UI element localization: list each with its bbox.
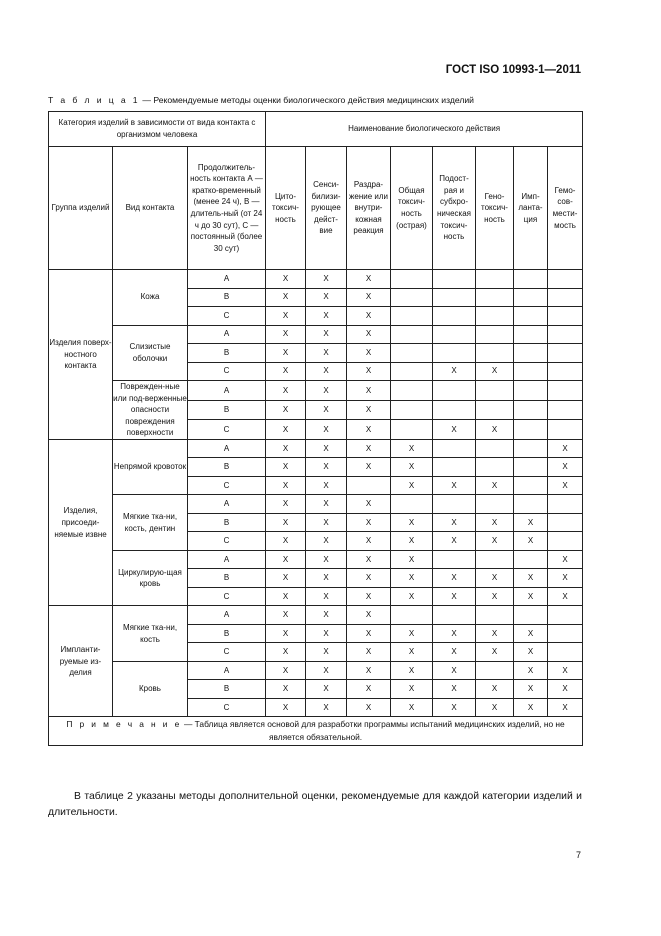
- mark-cell: X: [266, 270, 306, 289]
- mark-cell: X: [306, 288, 347, 307]
- mark-cell: X: [391, 587, 433, 606]
- col-header-contact: Вид контакта: [113, 147, 188, 270]
- mark-cell: [391, 270, 433, 289]
- mark-cell: X: [266, 606, 306, 625]
- col-header-subchronic-toxicity: Подост-рая и субхро-ническая токсич-ность: [433, 147, 476, 270]
- mark-cell: X: [347, 550, 391, 569]
- mark-cell: X: [266, 344, 306, 363]
- mark-cell: X: [266, 400, 306, 420]
- mark-cell: X: [306, 400, 347, 420]
- mark-cell: X: [391, 698, 433, 717]
- duration-cell: B: [188, 513, 266, 532]
- mark-cell: X: [476, 587, 514, 606]
- mark-cell: X: [347, 288, 391, 307]
- mark-cell: [514, 550, 548, 569]
- mark-cell: [514, 476, 548, 495]
- mark-cell: X: [548, 698, 583, 717]
- duration-cell: B: [188, 624, 266, 643]
- mark-cell: X: [266, 550, 306, 569]
- mark-cell: [514, 420, 548, 440]
- mark-cell: X: [306, 680, 347, 699]
- table-row: [49, 439, 583, 458]
- mark-cell: [433, 381, 476, 401]
- mark-cell: X: [476, 624, 514, 643]
- duration-cell: A: [188, 270, 266, 289]
- mark-cell: [433, 307, 476, 326]
- mark-cell: [548, 344, 583, 363]
- mark-cell: X: [514, 698, 548, 717]
- mark-cell: X: [514, 643, 548, 662]
- mark-cell: X: [306, 458, 347, 477]
- mark-cell: X: [514, 680, 548, 699]
- mark-cell: X: [347, 698, 391, 717]
- note-text: — Таблица является основой для разработки программы испытаний медицинских изделий, но не является обязательной.: [181, 719, 565, 743]
- mark-cell: X: [433, 624, 476, 643]
- mark-cell: [548, 513, 583, 532]
- mark-cell: [514, 344, 548, 363]
- mark-cell: [514, 495, 548, 514]
- duration-cell: A: [188, 439, 266, 458]
- mark-cell: [391, 362, 433, 381]
- mark-cell: X: [347, 643, 391, 662]
- mark-cell: X: [266, 698, 306, 717]
- mark-cell: X: [347, 400, 391, 420]
- mark-cell: [433, 606, 476, 625]
- mark-cell: [433, 344, 476, 363]
- mark-cell: X: [266, 569, 306, 588]
- mark-cell: [514, 288, 548, 307]
- table-body: [49, 270, 583, 717]
- duration-cell: C: [188, 420, 266, 440]
- mark-cell: X: [548, 439, 583, 458]
- mark-cell: X: [476, 362, 514, 381]
- mark-cell: [548, 400, 583, 420]
- note-label: П р и м е ч а н и е: [66, 719, 182, 730]
- duration-cell: C: [188, 698, 266, 717]
- mark-cell: X: [514, 569, 548, 588]
- mark-cell: X: [347, 606, 391, 625]
- table-caption: [48, 95, 474, 105]
- mark-cell: [347, 476, 391, 495]
- duration-cell: C: [188, 307, 266, 326]
- duration-cell: A: [188, 661, 266, 680]
- mark-cell: X: [514, 587, 548, 606]
- mark-cell: X: [476, 569, 514, 588]
- mark-cell: X: [433, 420, 476, 440]
- mark-cell: X: [347, 325, 391, 344]
- mark-cell: [476, 344, 514, 363]
- mark-cell: [548, 420, 583, 440]
- mark-cell: X: [347, 661, 391, 680]
- table-row: [49, 325, 583, 344]
- mark-cell: X: [347, 270, 391, 289]
- mark-cell: X: [347, 532, 391, 551]
- mark-cell: X: [306, 270, 347, 289]
- mark-cell: X: [306, 606, 347, 625]
- mark-cell: X: [266, 420, 306, 440]
- mark-cell: [476, 550, 514, 569]
- mark-cell: X: [433, 362, 476, 381]
- mark-cell: X: [433, 532, 476, 551]
- mark-cell: X: [306, 513, 347, 532]
- mark-cell: X: [433, 698, 476, 717]
- mark-cell: X: [391, 458, 433, 477]
- mark-cell: [514, 439, 548, 458]
- mark-cell: X: [306, 587, 347, 606]
- mark-cell: X: [391, 532, 433, 551]
- mark-cell: X: [548, 476, 583, 495]
- duration-cell: C: [188, 476, 266, 495]
- contact-cell: Мягкие тка-ни, кость: [113, 606, 188, 662]
- col-header-duration: Продолжитель-ность контакта А — кратко-временный (менее 24 ч), В — длитель-ный (от 24 ч до 30 сут), С — постоянный (более 30 сут): [188, 147, 266, 270]
- group-cell: Изделия, присоеди-няемые извне: [49, 439, 113, 606]
- mark-cell: X: [306, 643, 347, 662]
- caption-text: — Рекомендуемые методы оценки биологического действия медицинских изделий: [139, 95, 474, 105]
- mark-cell: X: [266, 624, 306, 643]
- caption-label: Т а б л и ц а 1: [48, 95, 140, 105]
- mark-cell: X: [476, 476, 514, 495]
- mark-cell: [476, 400, 514, 420]
- mark-cell: X: [391, 680, 433, 699]
- effects-header: Наименование биологического действия: [266, 112, 583, 147]
- mark-cell: X: [476, 643, 514, 662]
- mark-cell: X: [433, 476, 476, 495]
- mark-cell: X: [306, 381, 347, 401]
- mark-cell: X: [514, 661, 548, 680]
- duration-cell: C: [188, 532, 266, 551]
- mark-cell: X: [347, 624, 391, 643]
- table-row: [49, 270, 583, 289]
- mark-cell: [476, 606, 514, 625]
- duration-cell: B: [188, 288, 266, 307]
- mark-cell: X: [306, 698, 347, 717]
- mark-cell: [548, 624, 583, 643]
- mark-cell: X: [548, 680, 583, 699]
- mark-cell: X: [266, 458, 306, 477]
- mark-cell: X: [391, 643, 433, 662]
- mark-cell: X: [306, 307, 347, 326]
- mark-cell: X: [306, 344, 347, 363]
- duration-cell: A: [188, 550, 266, 569]
- table-row: [49, 606, 583, 625]
- mark-cell: [476, 458, 514, 477]
- mark-cell: X: [347, 439, 391, 458]
- mark-cell: X: [391, 513, 433, 532]
- contact-cell: Кровь: [113, 661, 188, 717]
- col-header-genotoxicity: Гено-токсич-ность: [476, 147, 514, 270]
- col-header-sensitization: Сенси-билизи-рующее дейст-вие: [306, 147, 347, 270]
- group-cell: Импланти-руемые из-делия: [49, 606, 113, 717]
- mark-cell: [548, 362, 583, 381]
- mark-cell: [514, 381, 548, 401]
- group-cell: Изделия поверх-ностного контакта: [49, 270, 113, 440]
- duration-cell: A: [188, 325, 266, 344]
- mark-cell: X: [347, 307, 391, 326]
- body-paragraph: В таблице 2 указаны методы дополнительной оценки, рекомендуемые для каждой категории изделий и длительности.: [48, 791, 582, 819]
- mark-cell: X: [266, 307, 306, 326]
- mark-cell: X: [347, 362, 391, 381]
- mark-cell: X: [347, 420, 391, 440]
- mark-cell: X: [306, 661, 347, 680]
- table-row: [49, 661, 583, 680]
- mark-cell: [476, 381, 514, 401]
- duration-cell: B: [188, 680, 266, 699]
- mark-cell: X: [347, 458, 391, 477]
- mark-cell: X: [306, 420, 347, 440]
- contact-cell: Циркулирую-щая кровь: [113, 550, 188, 606]
- mark-cell: X: [391, 569, 433, 588]
- mark-cell: [548, 532, 583, 551]
- mark-cell: X: [433, 680, 476, 699]
- mark-cell: X: [548, 661, 583, 680]
- contact-cell: Кожа: [113, 270, 188, 326]
- mark-cell: [433, 325, 476, 344]
- mark-cell: X: [347, 513, 391, 532]
- contact-cell: Поврежден-ные или под-верженные опасности повреждения поверхности: [113, 381, 188, 440]
- mark-cell: [514, 307, 548, 326]
- duration-cell: C: [188, 587, 266, 606]
- mark-cell: X: [306, 362, 347, 381]
- duration-cell: C: [188, 643, 266, 662]
- mark-cell: [391, 288, 433, 307]
- mark-cell: X: [306, 569, 347, 588]
- mark-cell: X: [266, 513, 306, 532]
- col-header-implantation: Имп-ланта-ция: [514, 147, 548, 270]
- mark-cell: [433, 270, 476, 289]
- mark-cell: X: [347, 587, 391, 606]
- mark-cell: [476, 495, 514, 514]
- mark-cell: X: [266, 532, 306, 551]
- standard-number: ГОСТ ISO 10993-1—2011: [445, 64, 581, 76]
- mark-cell: [476, 288, 514, 307]
- mark-cell: X: [266, 661, 306, 680]
- mark-cell: [391, 344, 433, 363]
- mark-cell: [514, 325, 548, 344]
- table-row: [49, 550, 583, 569]
- mark-cell: [433, 458, 476, 477]
- mark-cell: [391, 495, 433, 514]
- mark-cell: X: [347, 381, 391, 401]
- mark-cell: [514, 458, 548, 477]
- mark-cell: [433, 439, 476, 458]
- mark-cell: X: [347, 495, 391, 514]
- mark-cell: X: [347, 569, 391, 588]
- mark-cell: [433, 495, 476, 514]
- mark-cell: X: [266, 362, 306, 381]
- mark-cell: X: [266, 325, 306, 344]
- mark-cell: X: [306, 532, 347, 551]
- mark-cell: [548, 307, 583, 326]
- mark-cell: X: [347, 680, 391, 699]
- mark-cell: X: [514, 513, 548, 532]
- mark-cell: [514, 400, 548, 420]
- mark-cell: [476, 325, 514, 344]
- mark-cell: X: [347, 344, 391, 363]
- mark-cell: X: [266, 288, 306, 307]
- mark-cell: X: [433, 643, 476, 662]
- mark-cell: X: [476, 532, 514, 551]
- mark-cell: X: [548, 587, 583, 606]
- mark-cell: X: [548, 569, 583, 588]
- col-header-irritation: Раздра-жение или внутри-кожная реакция: [347, 147, 391, 270]
- mark-cell: [548, 381, 583, 401]
- page-number: 7: [575, 850, 581, 860]
- mark-cell: X: [266, 680, 306, 699]
- mark-cell: X: [476, 513, 514, 532]
- duration-cell: B: [188, 458, 266, 477]
- mark-cell: X: [266, 381, 306, 401]
- mark-cell: X: [433, 569, 476, 588]
- mark-cell: [433, 400, 476, 420]
- mark-cell: [476, 307, 514, 326]
- mark-cell: [391, 420, 433, 440]
- mark-cell: X: [391, 624, 433, 643]
- table-row: [49, 495, 583, 514]
- mark-cell: X: [391, 550, 433, 569]
- contact-cell: Слизистые оболочки: [113, 325, 188, 381]
- mark-cell: X: [514, 532, 548, 551]
- mark-cell: X: [391, 476, 433, 495]
- duration-cell: A: [188, 381, 266, 401]
- mark-cell: [548, 606, 583, 625]
- col-header-acute-toxicity: Общая токсич-ность (острая): [391, 147, 433, 270]
- mark-cell: X: [266, 476, 306, 495]
- mark-cell: X: [391, 439, 433, 458]
- category-header: Категория изделий в зависимости от вида контакта с организмом человека: [49, 112, 266, 147]
- col-header-group: Группа изделий: [49, 147, 113, 270]
- mark-cell: X: [266, 439, 306, 458]
- duration-cell: B: [188, 569, 266, 588]
- duration-cell: C: [188, 362, 266, 381]
- mark-cell: X: [514, 624, 548, 643]
- mark-cell: [391, 325, 433, 344]
- mark-cell: [514, 270, 548, 289]
- mark-cell: X: [266, 587, 306, 606]
- mark-cell: X: [476, 680, 514, 699]
- duration-cell: A: [188, 495, 266, 514]
- mark-cell: X: [391, 661, 433, 680]
- mark-cell: X: [306, 624, 347, 643]
- mark-cell: [548, 270, 583, 289]
- mark-cell: [476, 439, 514, 458]
- mark-cell: [433, 288, 476, 307]
- table-note: [49, 717, 583, 745]
- contact-cell: Непрямой кровоток: [113, 439, 188, 495]
- mark-cell: X: [476, 698, 514, 717]
- mark-cell: [433, 550, 476, 569]
- mark-cell: X: [306, 495, 347, 514]
- col-header-hemocompatibility: Гемо-сов-мести-мость: [548, 147, 583, 270]
- mark-cell: [548, 495, 583, 514]
- mark-cell: X: [306, 550, 347, 569]
- mark-cell: [514, 606, 548, 625]
- mark-cell: X: [476, 420, 514, 440]
- mark-cell: X: [266, 495, 306, 514]
- mark-cell: X: [433, 513, 476, 532]
- mark-cell: X: [306, 325, 347, 344]
- mark-cell: [514, 362, 548, 381]
- mark-cell: [476, 661, 514, 680]
- mark-cell: [391, 381, 433, 401]
- mark-cell: X: [433, 587, 476, 606]
- biological-evaluation-table: [48, 111, 583, 746]
- mark-cell: X: [306, 476, 347, 495]
- mark-cell: [548, 643, 583, 662]
- mark-cell: X: [433, 661, 476, 680]
- contact-cell: Мягкие тка-ни, кость, дентин: [113, 495, 188, 551]
- mark-cell: [548, 288, 583, 307]
- mark-cell: X: [548, 550, 583, 569]
- mark-cell: X: [266, 643, 306, 662]
- mark-cell: [391, 307, 433, 326]
- mark-cell: [391, 400, 433, 420]
- table-row: [49, 381, 583, 401]
- mark-cell: X: [306, 439, 347, 458]
- duration-cell: A: [188, 606, 266, 625]
- duration-cell: B: [188, 400, 266, 420]
- col-header-cytotoxicity: Цито-токсич-ность: [266, 147, 306, 270]
- mark-cell: [391, 606, 433, 625]
- mark-cell: [476, 270, 514, 289]
- duration-cell: B: [188, 344, 266, 363]
- mark-cell: [548, 325, 583, 344]
- mark-cell: X: [548, 458, 583, 477]
